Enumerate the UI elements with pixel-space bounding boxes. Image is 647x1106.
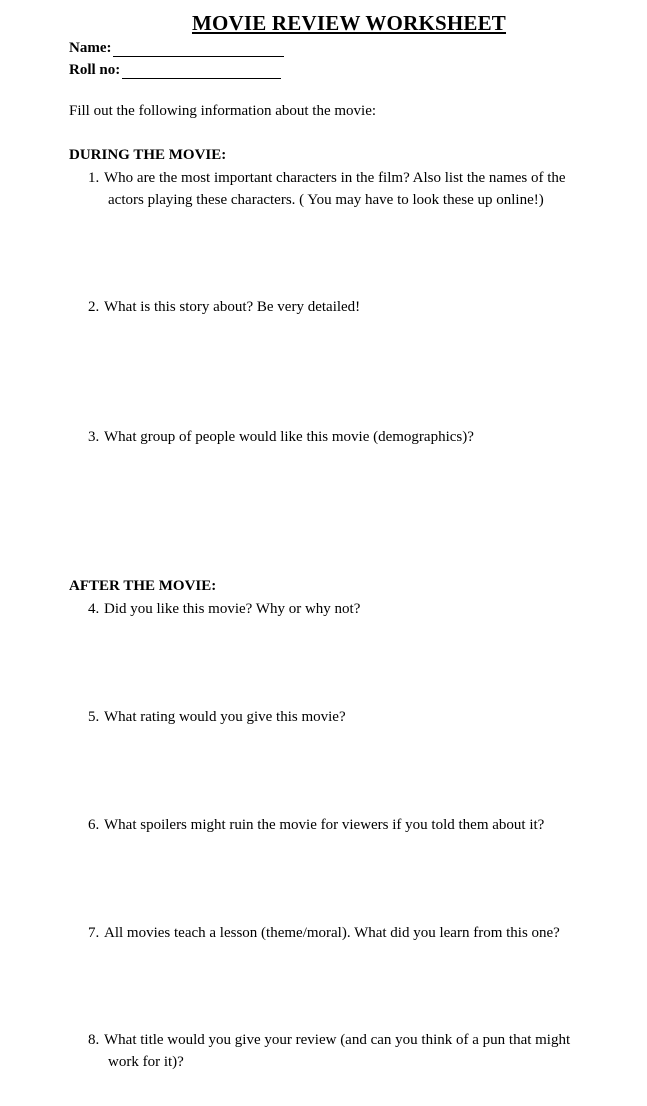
question-number: 7. <box>88 925 100 941</box>
name-field[interactable] <box>69 40 284 57</box>
question-1 <box>88 167 566 211</box>
question-2 <box>88 296 360 318</box>
question-3 <box>88 426 474 448</box>
question-text-continued: actors playing these characters. ( You may have to look these up online!) <box>108 192 544 208</box>
question-text: All movies teach a lesson (theme/moral). What did you learn from this one? <box>104 925 560 941</box>
question-text: What is this story about? Be very detailed! <box>104 299 361 315</box>
name-label: Name: <box>69 40 112 56</box>
question-text: Did you like this movie? Why or why not? <box>104 601 361 617</box>
roll-number-field[interactable] <box>69 62 281 79</box>
question-number: 3. <box>88 429 100 445</box>
worksheet-title: MOVIE REVIEW WORKSHEET <box>191 11 507 35</box>
question-text: What spoilers might ruin the movie for viewers if you told them about it? <box>104 817 545 833</box>
question-number: 2. <box>88 299 100 315</box>
roll-number-input-line[interactable] <box>122 64 281 79</box>
question-text: Who are the most important characters in the film? Also list the names of the <box>104 170 566 186</box>
question-text: What title would you give your review (and can you think of a pun that might <box>104 1032 571 1048</box>
question-number: 5. <box>88 709 100 725</box>
question-7 <box>88 922 560 944</box>
question-number: 4. <box>88 601 100 617</box>
section-heading-after: AFTER THE MOVIE: <box>69 578 217 594</box>
section-heading-during: DURING THE MOVIE: <box>69 147 227 163</box>
question-6 <box>88 814 544 836</box>
question-text: What rating would you give this movie? <box>104 709 346 725</box>
question-number: 8. <box>88 1032 100 1048</box>
question-number: 1. <box>88 170 100 186</box>
instructions: Fill out the following information about the movie: <box>69 103 377 119</box>
question-8 <box>88 1029 570 1073</box>
roll-number-label: Roll no: <box>69 62 121 78</box>
question-text-continued: work for it)? <box>108 1054 184 1070</box>
question-5 <box>88 706 346 728</box>
question-4 <box>88 598 360 620</box>
question-text: What group of people would like this movie (demographics)? <box>104 429 474 445</box>
question-number: 6. <box>88 817 100 833</box>
name-input-line[interactable] <box>113 42 284 57</box>
